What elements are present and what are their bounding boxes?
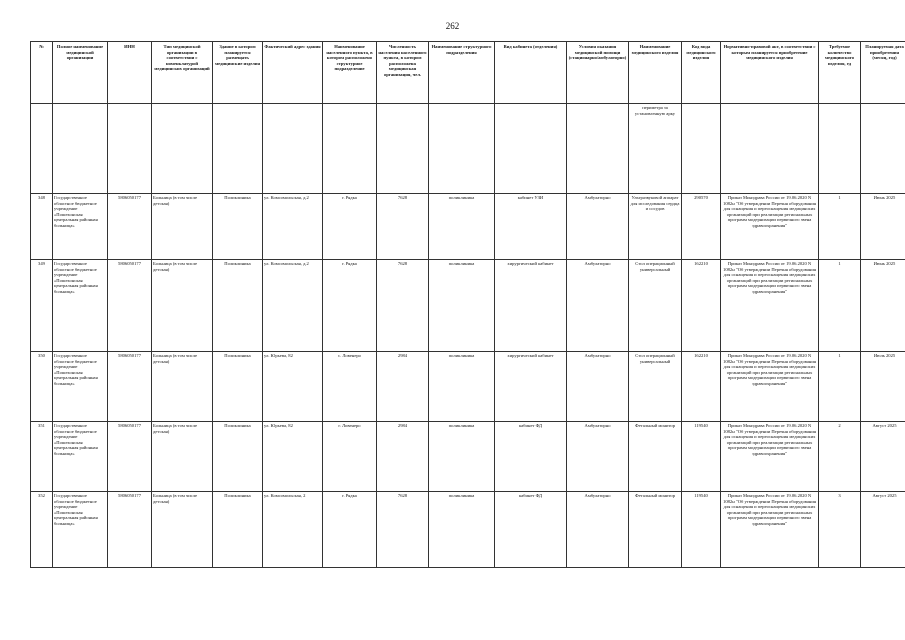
- table-cell: 1: [819, 352, 861, 422]
- table-cell: 348: [31, 194, 53, 260]
- table-cell: 119540: [682, 422, 721, 492]
- column-header: Полное наименование медицинской организации: [53, 42, 108, 104]
- table-cell: Амбулаторно: [567, 422, 629, 492]
- column-header: Требуемое количество медицинского изделия, ед: [819, 42, 861, 104]
- table-cell: Государственное областное бюджетное учреждение «Пошехонская центральная районная больница»: [53, 422, 108, 492]
- table-cell: [53, 104, 108, 194]
- table-cell: Государственное областное бюджетное учреждение «Пошехонская центральная районная больница»: [53, 260, 108, 352]
- table-cell: 5806050177: [108, 492, 152, 568]
- table-cell: 349: [31, 260, 53, 352]
- table-cell: 290570: [682, 194, 721, 260]
- column-header: Планируемая дата приобретения (месяц, год): [861, 42, 905, 104]
- table-cell: Стол операционный универсальный: [629, 260, 682, 352]
- table-cell: [213, 104, 263, 194]
- column-header: Вид кабинета (отделения): [495, 42, 567, 104]
- table-cell: г. Ловенеро: [323, 422, 377, 492]
- table-cell: хирургический кабинет: [495, 260, 567, 352]
- table-cell: 2984: [377, 422, 429, 492]
- table-cell: 5806050177: [108, 422, 152, 492]
- table-cell: Стол операционный универсальный: [629, 352, 682, 422]
- table-cell: Больница (в том числе детская): [152, 194, 213, 260]
- table-cell: 351: [31, 422, 53, 492]
- table-cell: ул. Комсомольская, д.2: [263, 194, 323, 260]
- table-cell: Поликлиника: [213, 352, 263, 422]
- table-cell: [377, 104, 429, 194]
- table-cell: 7628: [377, 260, 429, 352]
- table-cell: Государственное областное бюджетное учреждение «Пошехонская центральная районная больница»: [53, 194, 108, 260]
- table-cell: Приказ Минздрава России от 19.06.2020 N 1082н "Об утверждении Перечня оборудования для оснащения и переоснащения медицинских организаций при реализации региональных программ модернизации первичного звена здравоохранения": [721, 352, 819, 422]
- table-cell: 5806050177: [108, 194, 152, 260]
- column-header: ИНН: [108, 42, 152, 104]
- table-cell: Фетальный монитор: [629, 422, 682, 492]
- table-cell: [819, 104, 861, 194]
- table-cell: поликлиника: [429, 194, 495, 260]
- column-header: №: [31, 42, 53, 104]
- table-cell: ул. Юрьева, 82: [263, 422, 323, 492]
- table-cell: 7628: [377, 194, 429, 260]
- table-cell: [263, 104, 323, 194]
- table-cell: 2: [819, 422, 861, 492]
- table-cell: кабинет ФД: [495, 492, 567, 568]
- table-cell: Ультразвуковой аппарат для исследования сердца и сосудов: [629, 194, 682, 260]
- table-cell: Амбулаторно: [567, 352, 629, 422]
- table-cell: 3: [819, 492, 861, 568]
- table-cell: [429, 104, 495, 194]
- table-cell: Фетальный монитор: [629, 492, 682, 568]
- table-cell: Поликлиника: [213, 422, 263, 492]
- table-cell: 119540: [682, 492, 721, 568]
- table-cell: [567, 104, 629, 194]
- table-cell: [721, 104, 819, 194]
- table-cell: [152, 104, 213, 194]
- table-cell: [682, 104, 721, 194]
- table-cell: Больница (в том числе детская): [152, 352, 213, 422]
- column-header: Условия оказания медицинской помощи (стационарно/амбулаторно): [567, 42, 629, 104]
- table-cell: Государственное областное бюджетное учреждение «Пошехонская центральная районная больница»: [53, 492, 108, 568]
- column-header: Нормативно-правовой акт, в соответствии с которым планируется приобретение медицинского изделия: [721, 42, 819, 104]
- table-row: [31, 492, 905, 568]
- column-header: Численность населения населенного пункта, в котором расположена медицинская организация, чел.: [377, 42, 429, 104]
- table-cell: Больница (в том числе детская): [152, 260, 213, 352]
- table-cell: кабинет УЗИ: [495, 194, 567, 260]
- column-header: Фактический адрес здания: [263, 42, 323, 104]
- table-cell: 5806050177: [108, 352, 152, 422]
- table-cell: [495, 104, 567, 194]
- table-cell: [323, 104, 377, 194]
- table-cell: 1: [819, 194, 861, 260]
- table-cell: 2984: [377, 352, 429, 422]
- table-cell: поликлиника: [429, 352, 495, 422]
- table-cell: Приказ Минздрава России от 19.06.2020 N 1082н "Об утверждении Перечня оборудования для оснащения и переоснащения медицинских организаций при реализации региональных программ модернизации первичного звена здравоохранения": [721, 194, 819, 260]
- table-cell: Приказ Минздрава России от 19.06.2020 N 1082н "Об утверждении Перечня оборудования для оснащения и переоснащения медицинских организаций при реализации региональных программ модернизации первичного звена здравоохранения": [721, 492, 819, 568]
- column-header: Код вида медицинского изделия: [682, 42, 721, 104]
- table-cell: хирургический кабинет: [495, 352, 567, 422]
- table-row: [31, 422, 905, 492]
- table-cell: 5806050177: [108, 260, 152, 352]
- equipment-registry-table: [30, 41, 905, 568]
- table-cell: Поликлиника: [213, 492, 263, 568]
- table-cell: Приказ Минздрава России от 19.06.2020 N 1082н "Об утверждении Перечня оборудования для оснащения и переоснащения медицинских организаций при реализации региональных программ модернизации первичного звена здравоохранения": [721, 422, 819, 492]
- column-header: Тип медицинской организации в соответствии с номенклатурой медицинских организаций: [152, 42, 213, 104]
- table-row: [31, 352, 905, 422]
- table-row-continuation: [31, 104, 905, 194]
- table-cell: Приказ Минздрава России от 19.06.2020 N 1082н "Об утверждении Перечня оборудования для оснащения и переоснащения медицинских организаций при реализации региональных программ модернизации первичного звена здравоохранения": [721, 260, 819, 352]
- table-cell: г. Рядка: [323, 492, 377, 568]
- table-cell: 162210: [682, 352, 721, 422]
- table-cell: [31, 104, 53, 194]
- table-cell: кабинет ФД: [495, 422, 567, 492]
- table-cell: поликлиника: [429, 422, 495, 492]
- table-cell: ул. Юрьева, 82: [263, 352, 323, 422]
- page-number: 262: [445, 21, 460, 31]
- table-cell: 7628: [377, 492, 429, 568]
- table-cell: ул. Комсомольская, 2: [263, 492, 323, 568]
- table-cell: Август 2025: [861, 492, 905, 568]
- table-cell: 350: [31, 352, 53, 422]
- table-cell: Поликлиника: [213, 194, 263, 260]
- table-cell: [861, 104, 905, 194]
- table-cell: Август 2025: [861, 422, 905, 492]
- table-cell: 162210: [682, 260, 721, 352]
- table-cell: поликлиника: [429, 492, 495, 568]
- table-cell: 352: [31, 492, 53, 568]
- table-cell: Июнь 2025: [861, 260, 905, 352]
- table-cell: Амбулаторно: [567, 260, 629, 352]
- table-cell: Июль 2025: [861, 352, 905, 422]
- table-cell: Поликлиника: [213, 260, 263, 352]
- table-cell: Июнь 2025: [861, 194, 905, 260]
- table-cell: г. Рядка: [323, 260, 377, 352]
- table-cell: Амбулаторно: [567, 194, 629, 260]
- table-cell: Больница (в том числе детская): [152, 492, 213, 568]
- table-row: [31, 194, 905, 260]
- column-header: Наименование структурного подразделения: [429, 42, 495, 104]
- table-cell: Амбулаторно: [567, 492, 629, 568]
- table-cell: [108, 104, 152, 194]
- table-cell: Больница (в том числе детская): [152, 422, 213, 492]
- table-cell: Государственное областное бюджетное учреждение «Пошехонская центральная районная больница»: [53, 352, 108, 422]
- table-cell: 1: [819, 260, 861, 352]
- table-cell: г. Рядка: [323, 194, 377, 260]
- table-body: [31, 104, 905, 568]
- column-header: Наименование населенного пункта, в котором расположено структурное подразделение: [323, 42, 377, 104]
- column-header: Здание в котором планируется размещать медицинские изделия: [213, 42, 263, 104]
- table-cell: с. Ловенеро: [323, 352, 377, 422]
- column-header: Наименование медицинского изделия: [629, 42, 682, 104]
- table-cell: поликлиника: [429, 260, 495, 352]
- table-cell: ул. Комсомольская, д.2: [263, 260, 323, 352]
- table-cell: периметра за установленную арку: [629, 104, 682, 194]
- table-header-row: [31, 42, 905, 104]
- table-row: [31, 260, 905, 352]
